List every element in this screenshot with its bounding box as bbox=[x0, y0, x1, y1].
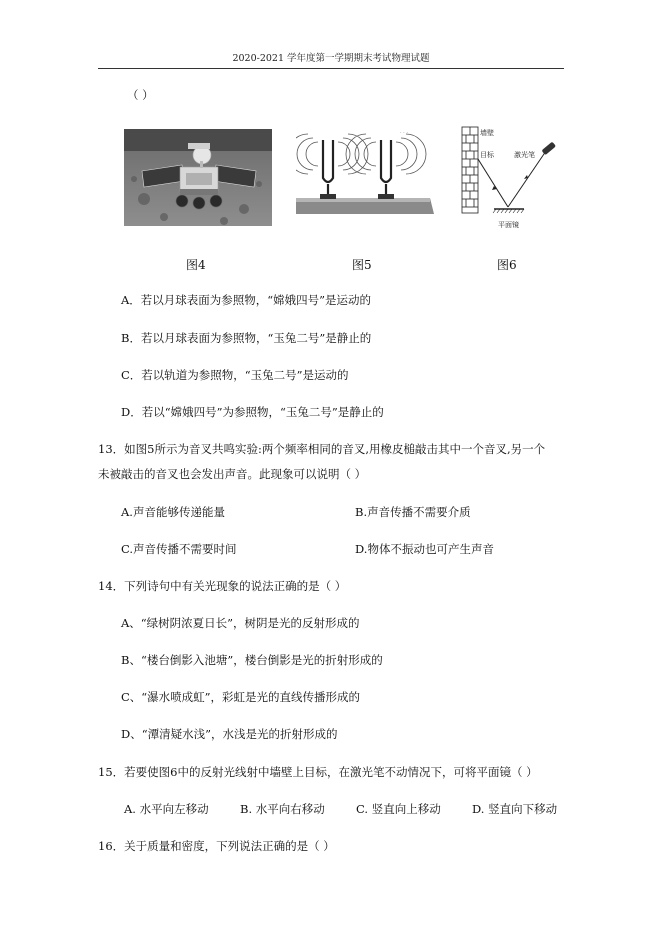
q13-option-c: C.声音传播不需要时间 bbox=[121, 542, 237, 556]
q13-stem-line1: 13．如图5所示为音叉共鸣实验:两个频率相同的音叉,用橡皮槌敲击其中一个音叉,另一个 bbox=[98, 442, 546, 456]
q12-option-c: C．若以轨道为参照物，“玉兔二号”是运动的 bbox=[121, 368, 349, 382]
figure-6-laser-mirror bbox=[458, 123, 564, 233]
q14-stem: 14．下列诗句中有关光现象的说法正确的是（ ） bbox=[98, 579, 347, 593]
q12-option-a: A．若以月球表面为参照物，“嫦娥四号”是运动的 bbox=[121, 293, 372, 307]
q14-option-c: C、“瀑水喷成虹”，彩虹是光的直线传播形成的 bbox=[121, 690, 361, 704]
q16-stem: 16．关于质量和密度，下列说法正确的是（ ） bbox=[98, 839, 335, 853]
figure-6-caption: 图6 bbox=[497, 258, 517, 272]
laser-label: 激光笔 bbox=[514, 151, 535, 159]
q15-option-a: A. 水平向左移动 bbox=[124, 802, 209, 816]
figure-5-tuning-forks bbox=[296, 126, 434, 218]
page-header: 2020-2021 学年度第一学期期末考试物理试题 bbox=[98, 50, 564, 69]
wall-label: 墙壁 bbox=[480, 129, 494, 137]
q13-option-a: A.声音能够传递能量 bbox=[121, 505, 225, 519]
brick-wall bbox=[462, 127, 478, 213]
answer-paren: （ ） bbox=[127, 88, 154, 102]
tuning-fork-image bbox=[296, 126, 434, 218]
svg-text:· · ·: · · · bbox=[400, 130, 408, 136]
figure-4-caption: 图4 bbox=[186, 258, 206, 272]
rover-image bbox=[124, 129, 272, 226]
q15-option-b: B. 水平向右移动 bbox=[240, 802, 325, 816]
mirror-label: 平面镜 bbox=[498, 221, 519, 229]
figure-5-caption: 图5 bbox=[352, 258, 372, 272]
q13-option-d: D.物体不振动也可产生声音 bbox=[355, 542, 494, 556]
q12-option-d: D．若以“嫦娥四号”为参照物，“玉兔二号”是静止的 bbox=[121, 405, 384, 419]
q13-option-b: B.声音传播不需要介质 bbox=[355, 505, 471, 519]
q15-stem: 15．若要使图6中的反射光线射中墙壁上目标，在激光笔不动情况下，可将平面镜（ ） bbox=[98, 765, 538, 779]
q14-option-a: A、“绿树阴浓夏日长”，树阴是光的反射形成的 bbox=[121, 616, 360, 630]
laser-mirror-diagram bbox=[458, 123, 564, 233]
target-label: 目标 bbox=[480, 151, 494, 159]
q15-option-d: D. 竖直向下移动 bbox=[472, 802, 558, 816]
q14-option-b: B、“楼台倒影入池塘”，楼台倒影是光的折射形成的 bbox=[121, 653, 383, 667]
q14-option-d: D、“潭清疑水浅”，水浅是光的折射形成的 bbox=[121, 727, 338, 741]
q13-stem-line2: 未被敲击的音叉也会发出声音。此现象可以说明（ ） bbox=[98, 467, 367, 481]
q12-option-b: B．若以月球表面为参照物，“玉兔二号”是静止的 bbox=[121, 331, 372, 345]
q15-option-c: C. 竖直向上移动 bbox=[356, 802, 441, 816]
figure-4-rover-photo bbox=[124, 129, 272, 226]
